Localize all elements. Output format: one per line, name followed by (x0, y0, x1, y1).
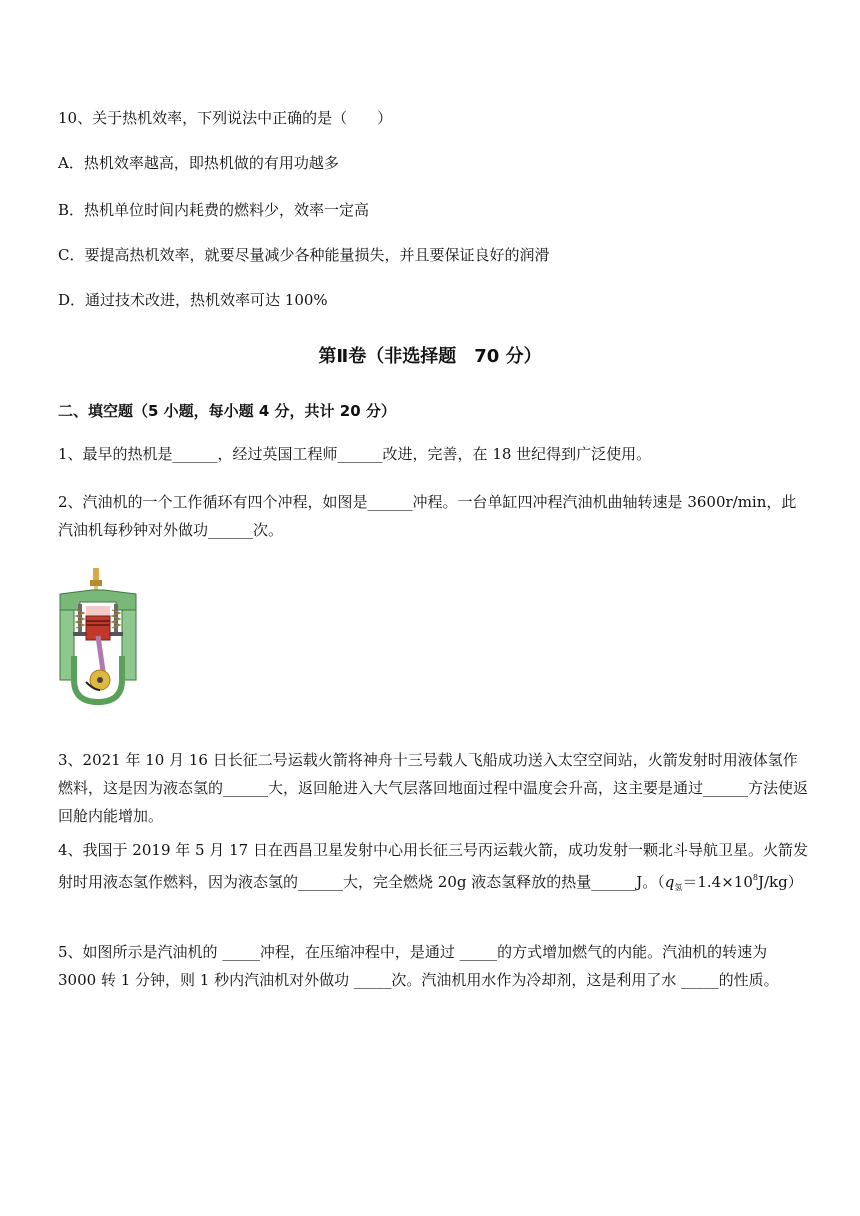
option-c: C．要提高热机效率，就要尽量减少各种能量损失，并且要保证良好的润滑 (58, 246, 550, 264)
fill-question-4-text: 4、我国于 2019 年 5 月 17 日在西昌卫星发射中心用长征三号丙运载火箭，成功发射一颗北斗导航卫星。火箭发射时用液态氢作燃料，因为液态氢的______大，完全燃烧 20g 液态氢释放的热量______J。（ (58, 841, 808, 891)
section-title: 二、填空题（5 小题，每小题 4 分，共计 20 分） (58, 402, 396, 420)
option-b: B．热机单位时间内耗费的燃料少，效率一定高 (58, 201, 370, 219)
fill-question-4 (58, 836, 810, 902)
q4-formula-var: q (664, 873, 675, 891)
fill-question-5: 5、如图所示是汽油机的 _____冲程，在压缩冲程中，是通过 _____的方式增加燃气的内能。汽油机的转速为 3000 转 1 分钟，则 1 秒内汽油机对外做功 _____次。汽油机用水作为冷却剂，这是利用了水 _____的性质。 (58, 943, 779, 989)
fill-question-1: 1、最早的热机是______，经过英国工程师______改进，完善，在 18 世纪得到广泛使用。 (58, 445, 652, 463)
q4-formula-exp: 8 (752, 873, 758, 882)
q4-formula-sub: 氢 (674, 883, 683, 892)
question-10-stem: 10、关于热机效率，下列说法中正确的是（ ） (58, 109, 393, 127)
option-d: D．通过技术改进，热机效率可达 100% (58, 291, 328, 309)
engine-diagram-image (56, 566, 140, 706)
q4-formula-eq: ＝1.4×10 (682, 873, 753, 891)
option-a: A．热机效率越高，即热机做的有用功越多 (58, 154, 339, 172)
intake-valve-shape (78, 604, 82, 634)
q4-formula-unit: J/kg） (757, 873, 803, 891)
exhaust-valve-shape (114, 604, 118, 634)
part-title: 第Ⅱ卷（非选择题 70 分） (318, 346, 542, 367)
spark-plug-shape (93, 568, 99, 582)
fill-question-2: 2、汽油机的一个工作循环有四个冲程，如图是______冲程。一台单缸四冲程汽油机曲轴转速是 3600r/min，此汽油机每秒钟对外做功______次。 (58, 493, 797, 539)
fill-question-3: 3、2021 年 10 月 16 日长征二号运载火箭将神舟十三号载人飞船成功送入太空空间站，火箭发射时用液体氢作燃料，这是因为液态氢的______大，返回舱进入大气层落回地面过程中温度会升高，这主要是通过______方法使返回舱内能增加。 (58, 751, 809, 825)
